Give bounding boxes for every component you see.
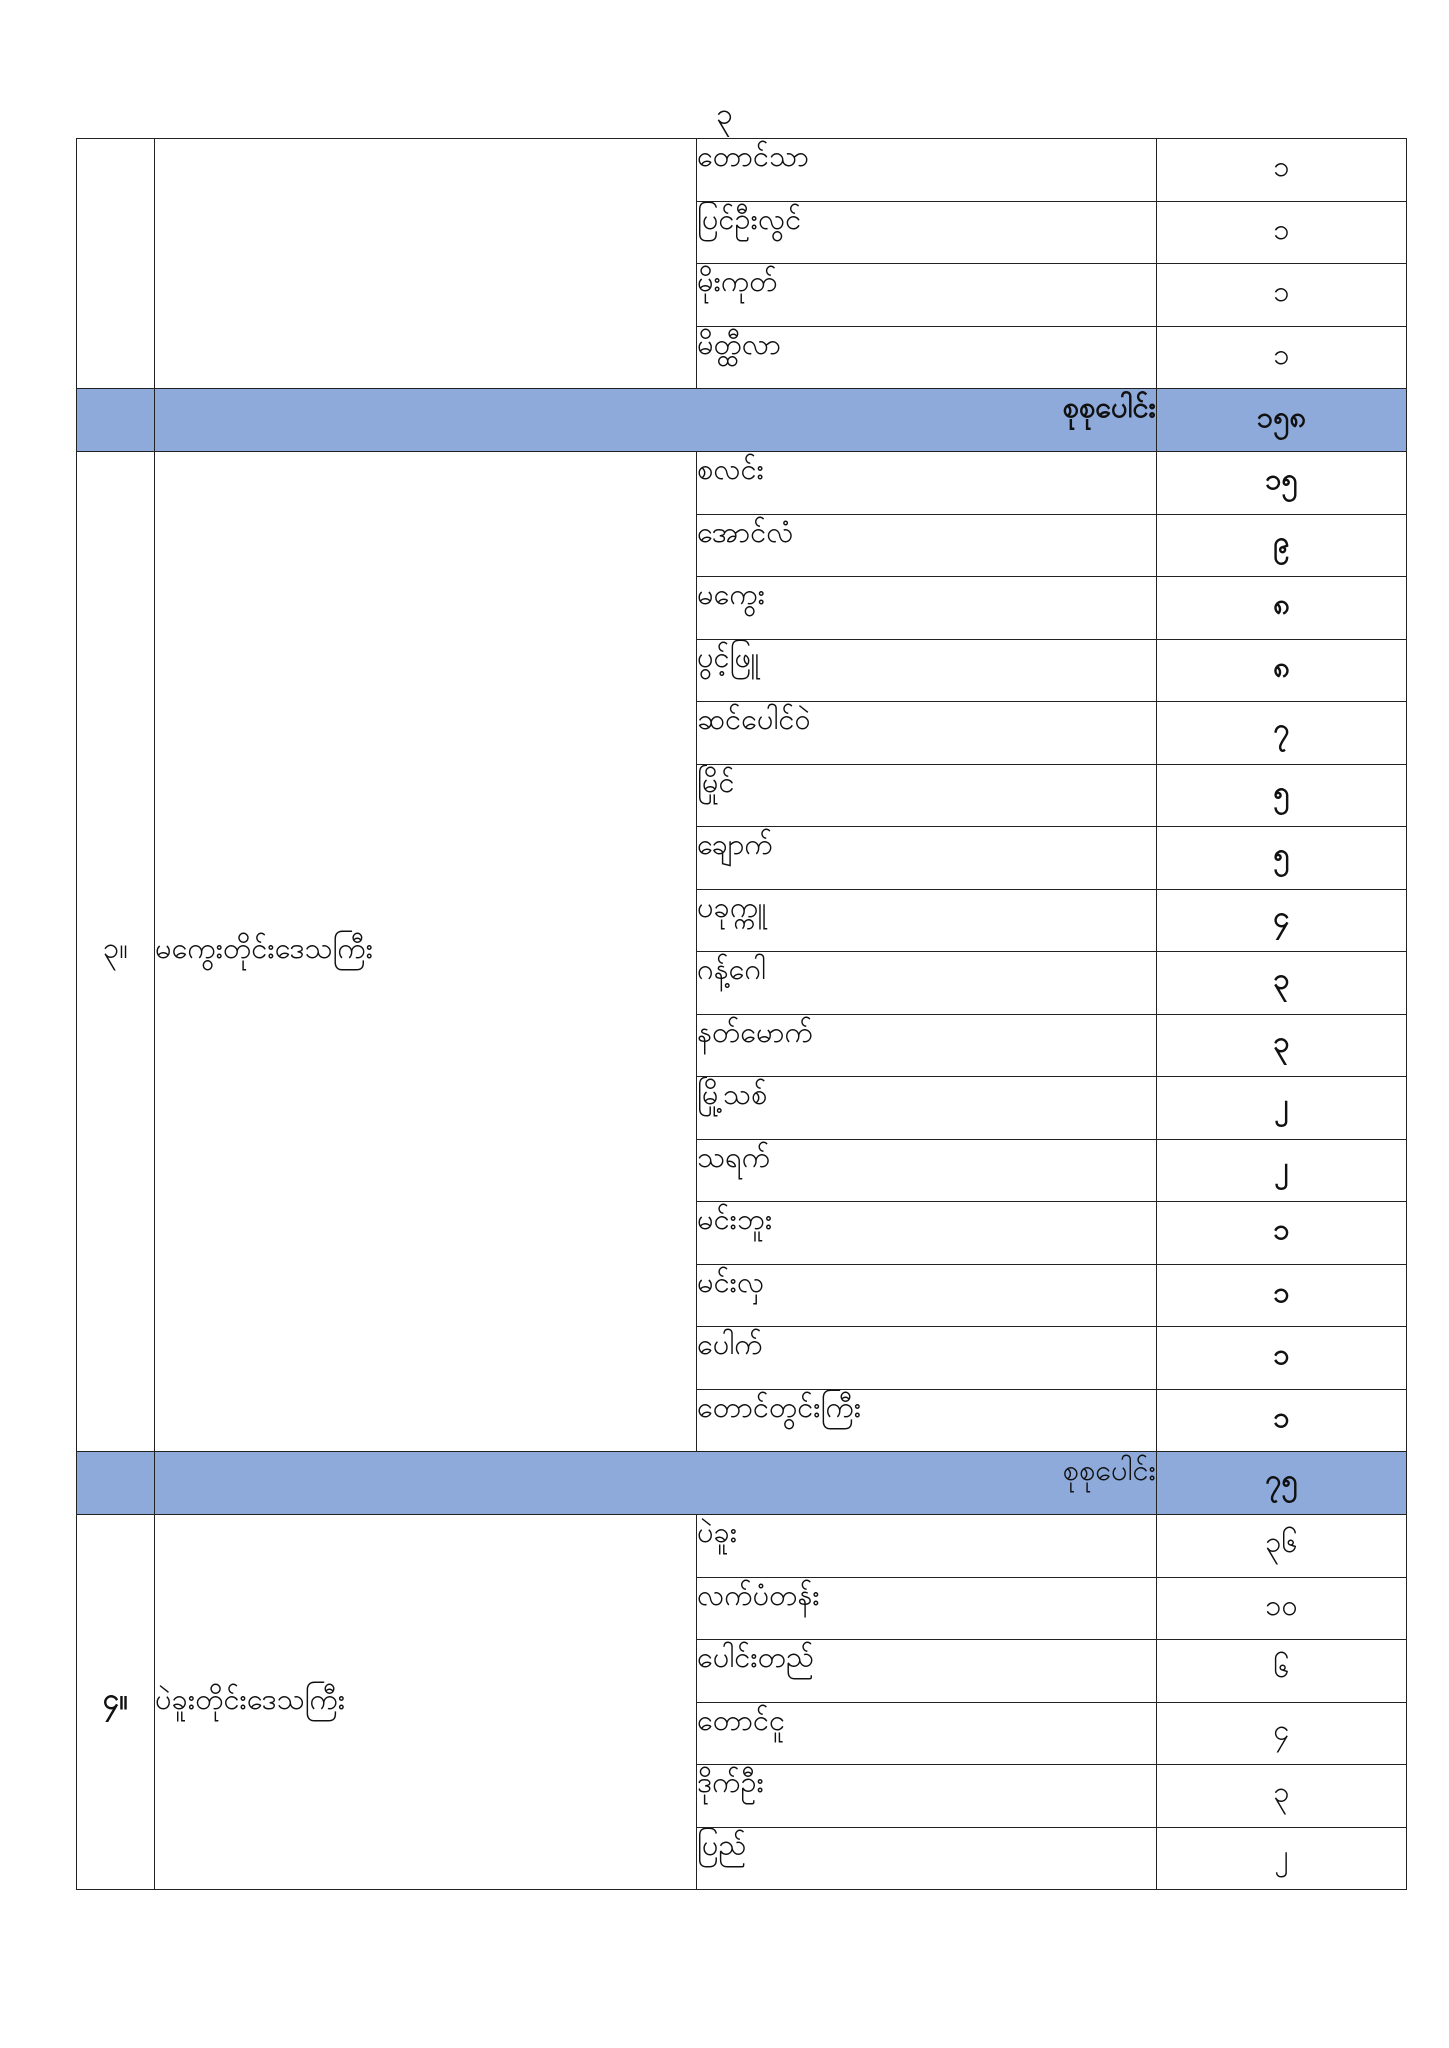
total-value: ၁၅၈ (1157, 389, 1407, 452)
count-cell: ၈ (1157, 639, 1407, 702)
total-row (77, 1452, 1407, 1515)
row-number-cell: ၃။ (77, 452, 155, 1452)
row-number-cell: ၄။ (77, 1515, 155, 1890)
row-number-cell (77, 139, 155, 389)
count-cell: ၁ (1157, 1202, 1407, 1265)
township-cell: ပဲခူး (697, 1515, 1157, 1578)
count-cell: ၆ (1157, 1640, 1407, 1703)
township-table (76, 138, 1407, 1890)
region-cell: ပဲခူးတိုင်းဒေသကြီး (155, 1515, 697, 1890)
count-cell: ၉ (1157, 514, 1407, 577)
township-cell: ဒိုက်ဦး (697, 1765, 1157, 1828)
township-cell: မိတ္ထီလာ (697, 326, 1157, 389)
total-empty-cell (77, 389, 155, 452)
total-empty-cell (77, 1452, 155, 1515)
count-cell: ၄ (1157, 1702, 1407, 1765)
township-cell: ပေါင်းတည် (697, 1640, 1157, 1703)
total-value: ၇၅ (1157, 1452, 1407, 1515)
count-cell: ၃ (1157, 1014, 1407, 1077)
count-cell: ၁ (1157, 326, 1407, 389)
township-cell: မြို့သစ် (697, 1077, 1157, 1140)
township-cell: တောင်သာ (697, 139, 1157, 202)
count-cell: ၇ (1157, 702, 1407, 765)
township-cell: ဂန့်ဂေါ (697, 952, 1157, 1015)
count-cell: ၁ (1157, 201, 1407, 264)
township-cell: ချောက် (697, 827, 1157, 890)
township-cell: သရက် (697, 1139, 1157, 1202)
count-cell: ၁၀ (1157, 1577, 1407, 1640)
township-cell: ပြင်ဦးလွင် (697, 201, 1157, 264)
township-cell: တောင်ငူ (697, 1702, 1157, 1765)
township-cell: မင်းလှ (697, 1264, 1157, 1327)
table-row (77, 1515, 1407, 1578)
township-cell: လက်ပံတန်း (697, 1577, 1157, 1640)
count-cell: ၁ (1157, 139, 1407, 202)
township-cell: နတ်မောက် (697, 1014, 1157, 1077)
count-cell: ၈ (1157, 577, 1407, 640)
township-cell: ပခုက္ကူ (697, 889, 1157, 952)
township-cell: မြိုင် (697, 764, 1157, 827)
township-cell: မင်းဘူး (697, 1202, 1157, 1265)
township-cell: မကွေး (697, 577, 1157, 640)
count-cell: ၃ (1157, 952, 1407, 1015)
township-cell: ပွင့်ဖြူ (697, 639, 1157, 702)
count-cell: ၅ (1157, 764, 1407, 827)
count-cell: ၂ (1157, 1077, 1407, 1140)
count-cell: ၂ (1157, 1139, 1407, 1202)
count-cell: ၁ (1157, 1327, 1407, 1390)
table-row (77, 452, 1407, 515)
count-cell: ၃ (1157, 1765, 1407, 1828)
count-cell: ၃၆ (1157, 1515, 1407, 1578)
total-row (77, 389, 1407, 452)
township-cell: ပေါက် (697, 1327, 1157, 1390)
count-cell: ၂ (1157, 1827, 1407, 1890)
township-cell: အောင်လံ (697, 514, 1157, 577)
count-cell: ၁ (1157, 1264, 1407, 1327)
count-cell: ၁ (1157, 264, 1407, 327)
township-cell: တောင်တွင်းကြီး (697, 1389, 1157, 1452)
township-cell: မိုးကုတ် (697, 264, 1157, 327)
region-cell: မကွေးတိုင်းဒေသကြီး (155, 452, 697, 1452)
total-label: စုစုပေါင်း (155, 1452, 1157, 1515)
region-cell (155, 139, 697, 389)
total-label: စုစုပေါင်း (155, 389, 1157, 452)
count-cell: ၄ (1157, 889, 1407, 952)
count-cell: ၅ (1157, 827, 1407, 890)
township-cell: ဆင်ပေါင်ဝဲ (697, 702, 1157, 765)
township-cell: စလင်း (697, 452, 1157, 515)
count-cell: ၁ (1157, 1389, 1407, 1452)
count-cell: ၁၅ (1157, 452, 1407, 515)
page-number: ၃ (716, 97, 733, 132)
table-row (77, 139, 1407, 202)
township-cell: ပြည် (697, 1827, 1157, 1890)
